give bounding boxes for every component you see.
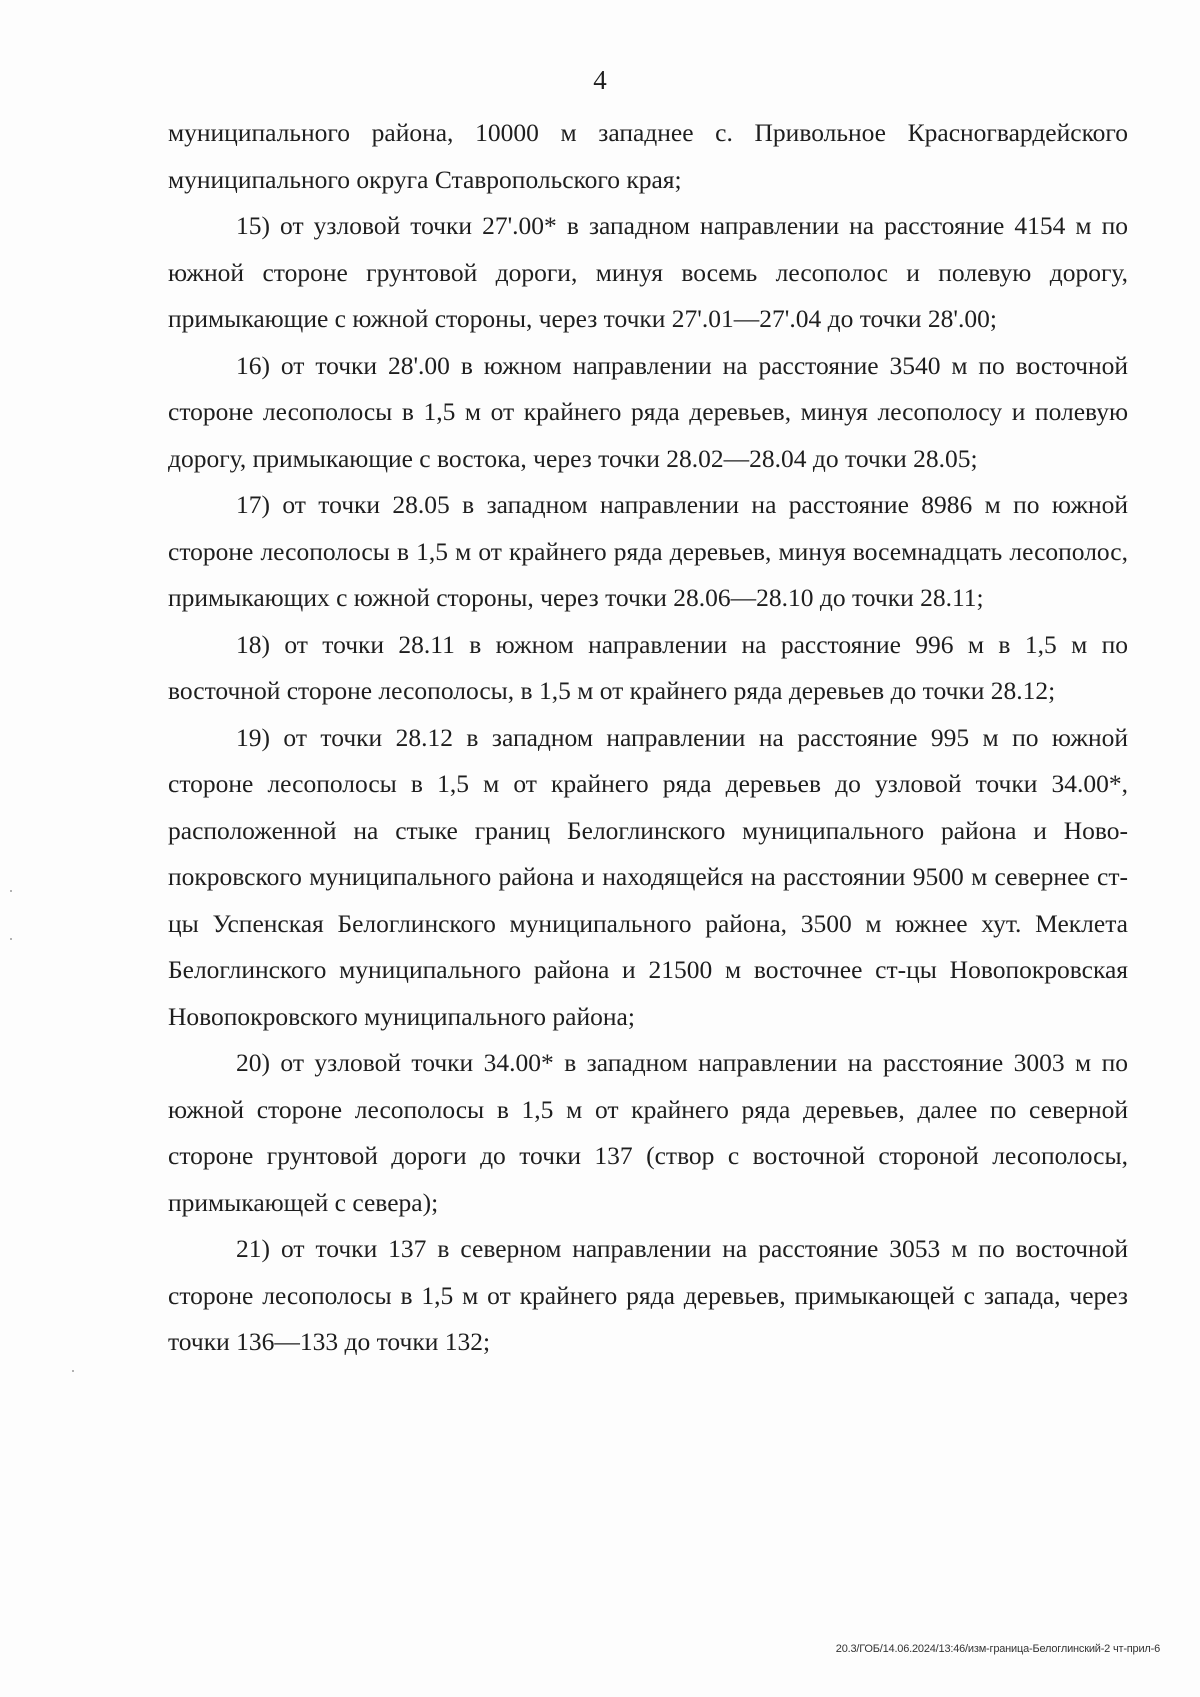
scan-speck	[72, 1370, 74, 1372]
paragraph-item-15: 15) от узловой точки 27'.00* в западном направлении на расстояние 4154 м по южной стороне грунтовой дороги, минуя восемь лесополос и полевую дорогу, примыкающие с южной стороны, через точки 27'.01—27'.04 до точки 28'.00;	[168, 211, 1128, 333]
paragraph-item-17: 17) от точки 28.05 в западном направлении на расстояние 8986 м по южной стороне лесополосы в 1,5 м от крайнего ряда деревьев, минуя восемнадцать лесополос, примыкающих с южной стороны, через точки 28.06—28.10 до точки 28.11;	[168, 490, 1128, 612]
page-number: 4	[593, 65, 607, 95]
document-footer-reference: 20.3/ГОБ/14.06.2024/13:46/изм-граница-Белоглинский-2 чт-прил-6	[835, 1643, 1160, 1655]
document-body	[168, 110, 1128, 1366]
scan-speck	[10, 938, 12, 940]
paragraph-continuation: муниципального района, 10000 м западнее с. Привольное Красногвардейского муниципального округа Ставропольского края;	[168, 118, 1128, 194]
paragraph-item-19: 19) от точки 28.12 в западном направлении на расстояние 995 м по южной стороне лесополосы в 1,5 м от крайнего ряда деревьев до узловой точки 34.00*, расположенной на стыке границ Белоглинского муниципального района и Новопокровского муниципального района и находящейся на расстоянии 9500 м севернее ст-цы Успенская Белоглинского муниципального района, 3500 м южнее хут. Меклета Белоглинского муниципального района и 21500 м восточнее ст-цы Новопокровская Новопокровского муниципального района;	[168, 722, 1128, 1031]
paragraph-item-20: 20) от узловой точки 34.00* в западном направлении на расстояние 3003 м по южной стороне лесополосы в 1,5 м от крайнего ряда деревьев, далее по северной стороне грунтовой дороги до точки 137 (створ с восточной стороной лесополосы, примыкающей с севера);	[168, 1048, 1128, 1217]
scan-speck	[10, 890, 12, 892]
paragraph-item-21: 21) от точки 137 в северном направлении на расстояние 3053 м по восточной стороне лесополосы в 1,5 м от крайнего ряда деревьев, примыкающей с запада, через точки 136—133 до точки 132;	[168, 1234, 1128, 1356]
paragraph-item-16: 16) от точки 28'.00 в южном направлении на расстояние 3540 м по восточной стороне лесополосы в 1,5 м от крайнего ряда деревьев, минуя лесополосу и полевую дорогу, примыкающие с востока, через точки 28.02—28.04 до точки 28.05;	[168, 350, 1128, 473]
paragraph-item-18: 18) от точки 28.11 в южном направлении на расстояние 996 м в 1,5 м по восточной стороне лесополосы, в 1,5 м от крайнего ряда деревьев до точки 28.12;	[168, 629, 1128, 705]
